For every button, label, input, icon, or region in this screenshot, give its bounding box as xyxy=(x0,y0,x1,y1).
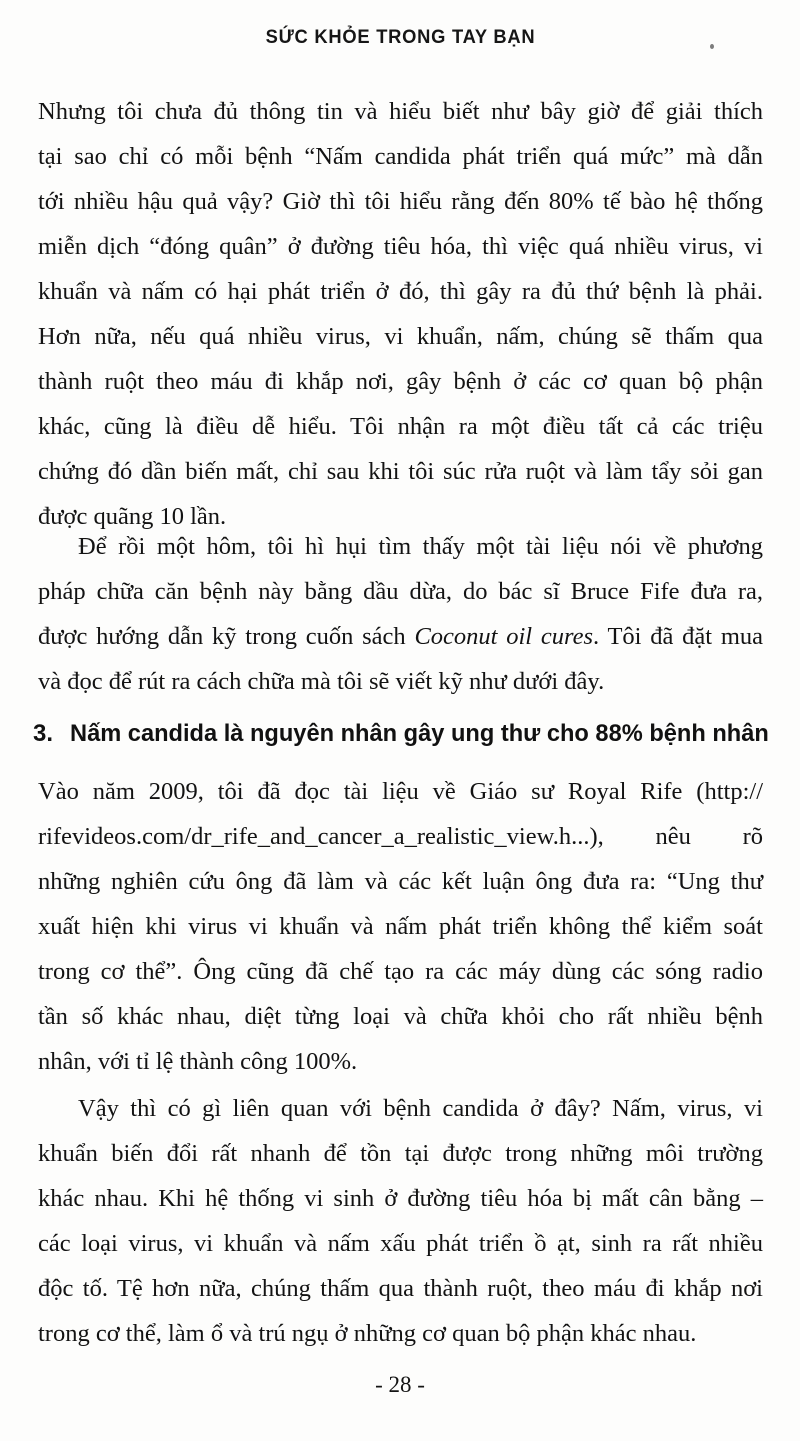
section-heading xyxy=(33,719,769,749)
book-title-italic: Coconut oil cures xyxy=(414,623,594,650)
text-line: Vào năm 2009, tôi đã đọc tài liệu về Giáo sư Royal Rife (http:// xyxy=(38,778,763,805)
text-line: trong cơ thể”. Ông cũng đã chế tạo ra các máy dùng các sóng radio xyxy=(38,958,763,985)
text-line: khuẩn biến đổi rất nhanh để tồn tại được trong những môi trường xyxy=(38,1140,763,1167)
text-line: các loại virus, vi khuẩn và nấm xấu phát triển ồ ạt, sinh ra rất nhiều xyxy=(38,1230,763,1257)
text-line xyxy=(38,614,763,659)
text-line: tại sao chỉ có mỗi bệnh “Nấm candida phát triển quá mức” mà dẫn xyxy=(38,143,763,170)
text-line: xuất hiện khi virus vi khuẩn và nấm phát triển không thể kiểm soát xyxy=(38,913,763,940)
text-line: chứng đó dần biến mất, chỉ sau khi tôi súc rửa ruột và làm tẩy sỏi gan xyxy=(38,458,763,485)
text-line: Để rồi một hôm, tôi hì hụi tìm thấy một tài liệu nói về phương xyxy=(78,533,763,560)
text-line: độc tố. Tệ hơn nữa, chúng thấm qua thành ruột, theo máu đi khắp nơi xyxy=(38,1275,763,1302)
text-segment: . Tôi đã đặt mua xyxy=(593,623,764,650)
running-header-text: SỨC KHỎE TRONG TAY BẠN xyxy=(265,26,535,48)
text-line: nhân, với tỉ lệ thành công 100%. xyxy=(38,1048,358,1075)
paragraph-3 xyxy=(38,769,763,1084)
text-line: và đọc để rút ra cách chữa mà tôi sẽ viết kỹ như dưới đây. xyxy=(38,668,605,695)
section-title: Nấm candida là nguyên nhân gây ung thư cho 88% bệnh nhân xyxy=(70,720,769,747)
text-line: miễn dịch “đóng quân” ở đường tiêu hóa, thì việc quá nhiều virus, vi xyxy=(38,233,763,260)
text-line: khác nhau. Khi hệ thống vi sinh ở đường tiêu hóa bị mất cân bằng – xyxy=(38,1185,763,1212)
section-number: 3. xyxy=(33,720,54,747)
text-line: Nhưng tôi chưa đủ thông tin và hiểu biết như bây giờ để giải thích xyxy=(38,98,763,125)
text-line: khuẩn và nấm có hại phát triển ở đó, thì gây ra đủ thứ bệnh là phải. xyxy=(38,278,763,305)
paragraph-4 xyxy=(38,1086,763,1356)
paragraph-1 xyxy=(38,89,763,539)
page-number: - 28 - xyxy=(375,1372,425,1397)
text-line: thành ruột theo máu đi khắp nơi, gây bệnh ở các cơ quan bộ phận xyxy=(38,368,763,395)
text-line: tới nhiều hậu quả vậy? Giờ thì tôi hiểu rằng đến 80% tế bào hệ thống xyxy=(38,188,763,215)
text-line: Vậy thì có gì liên quan với bệnh candida ở đây? Nấm, virus, vi xyxy=(78,1095,763,1122)
text-segment: được hướng dẫn kỹ trong cuốn sách xyxy=(38,623,415,650)
text-line: pháp chữa căn bệnh này bằng dầu dừa, do bác sĩ Bruce Fife đưa ra, xyxy=(38,578,763,605)
text-line: rifevideos.com/dr_rife_and_cancer_a_realistic_view.h...), nêu rõ xyxy=(38,823,763,850)
text-line: trong cơ thể, làm ổ và trú ngụ ở những cơ quan bộ phận khác nhau. xyxy=(38,1320,697,1347)
text-line: những nghiên cứu ông đã làm và các kết luận ông đưa ra: “Ung thư xyxy=(38,868,763,895)
running-header xyxy=(0,26,800,49)
text-line: được quãng 10 lần. xyxy=(38,503,227,530)
text-line: khác, cũng là điều dễ hiểu. Tôi nhận ra một điều tất cả các triệu xyxy=(38,413,763,440)
text-line: Hơn nữa, nếu quá nhiều virus, vi khuẩn, nấm, chúng sẽ thấm qua xyxy=(38,323,763,350)
scan-speck xyxy=(710,44,714,49)
paragraph-2 xyxy=(38,524,763,704)
text-line: tần số khác nhau, diệt từng loại và chữa khỏi cho rất nhiều bệnh xyxy=(38,1003,763,1030)
